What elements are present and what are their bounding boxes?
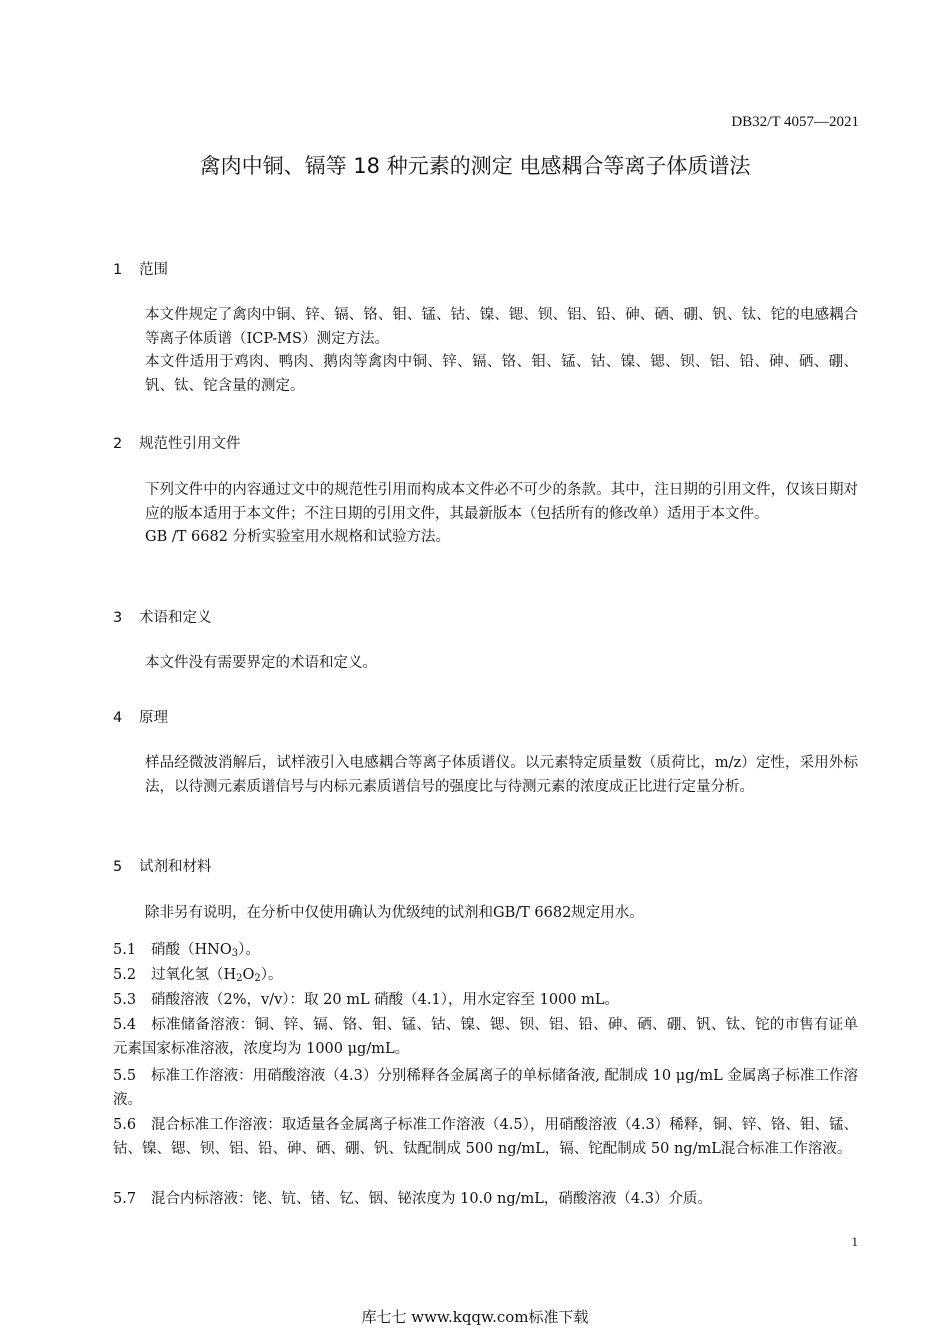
paragraph: 本文件规定了禽肉中铜、锌、镉、铬、钼、锰、钴、镍、锶、钡、铝、铅、砷、硒、硼、钒、钛、铊的电感耦合等离子体质谱（ICP-MS）测定方法。 xyxy=(145,307,858,347)
section-number: 5 xyxy=(113,859,123,875)
item-5-2 xyxy=(113,964,858,991)
item-text: 硝酸（HNO xyxy=(151,942,232,958)
subscript: 2 xyxy=(254,973,261,984)
item-text: ）。 xyxy=(238,942,260,958)
item-number: 5.2 xyxy=(113,967,137,983)
paragraph: 样品经微波消解后，试样液引入电感耦合等离子体质谱仪。以元素特定质量数（质荷比，m/z）定性，采用外标法，以待测元素质谱信号与内标元素质谱信号的强度比与待测元素的浓度成正比进行定量分析。 xyxy=(145,755,858,795)
footer-watermark: 库七七 www.kqqw.com标准下载 xyxy=(361,1308,589,1326)
section-number: 1 xyxy=(113,262,123,278)
section-title: 原理 xyxy=(139,710,168,726)
item-text: O xyxy=(242,967,255,983)
item-number: 5.7 xyxy=(113,1191,137,1207)
section-heading-1 xyxy=(113,258,168,279)
item-text: 标准工作溶液：用硝酸溶液（4.3）分别稀释各金属离子的单标储备液, 配制成 10 μg/mL 金属离子标准工作溶液。 xyxy=(113,1068,858,1108)
section-title: 术语和定义 xyxy=(139,610,212,626)
section-heading-2 xyxy=(113,432,241,453)
section-number: 4 xyxy=(113,710,123,726)
item-number: 5.1 xyxy=(113,942,137,958)
document-number: DB32/T 4057—2021 xyxy=(731,114,859,130)
item-5-5 xyxy=(113,1065,858,1112)
subscript: 3 xyxy=(231,948,239,959)
section-title: 规范性引用文件 xyxy=(139,436,241,452)
section-5-body xyxy=(113,902,858,926)
item-number: 5.4 xyxy=(113,1017,137,1033)
item-5-4 xyxy=(113,1014,858,1061)
subscript: 2 xyxy=(236,973,243,984)
section-title: 试剂和材料 xyxy=(139,859,212,875)
section-heading-4 xyxy=(113,706,168,727)
paragraph: 本文件适用于鸡肉、鸭肉、鹅肉等禽肉中铜、锌、镉、铬、钼、锰、钴、镍、锶、钡、铝、铅、砷、硒、硼、钒、钛、铊含量的测定。 xyxy=(145,354,858,394)
item-5-3 xyxy=(113,989,858,1013)
item-number: 5.3 xyxy=(113,992,137,1008)
item-5-1 xyxy=(113,939,858,966)
paragraph: 下列文件中的内容通过文中的规范性引用而构成本文件必不可少的条款。其中，注日期的引用文件，仅该日期对应的版本适用于本文件；不注日期的引用文件，其最新版本（包括所有的修改单）适用于本文件。 xyxy=(145,482,858,522)
item-text: 过氧化氢（H xyxy=(151,967,237,983)
section-number: 3 xyxy=(113,610,123,626)
item-5-7 xyxy=(113,1188,858,1212)
item-text: 硝酸溶液（2%，v/v）：取 20 mL 硝酸（4.1），用水定容至 1000 mL。 xyxy=(151,992,619,1008)
item-number: 5.5 xyxy=(113,1068,137,1084)
item-text: ）。 xyxy=(260,967,283,983)
paragraph: GB /T 6682 分析实验室用水规格和试验方法。 xyxy=(145,529,451,545)
page-number: 1 xyxy=(851,1234,858,1249)
item-5-6 xyxy=(113,1114,858,1161)
page-title: 禽肉中铜、镉等 18 种元素的测定 电感耦合等离子体质谱法 xyxy=(199,154,751,178)
section-1-body xyxy=(113,304,858,398)
item-number: 5.6 xyxy=(113,1117,137,1133)
paragraph: 除非另有说明，在分析中仅使用确认为优级纯的试剂和GB/T 6682规定用水。 xyxy=(145,905,644,921)
item-text: 标准储备溶液：铜、锌、镉、铬、钼、锰、钴、镍、锶、钡、铝、铅、砷、硒、硼、钒、钛、铊的市售有证单元素国家标准溶液，浓度均为 1000 μg/mL。 xyxy=(113,1017,858,1057)
section-title: 范围 xyxy=(139,262,168,278)
section-heading-3 xyxy=(113,606,212,627)
section-heading-5 xyxy=(113,855,212,876)
paragraph: 本文件没有需要界定的术语和定义。 xyxy=(145,655,377,671)
section-2-body xyxy=(113,479,858,550)
item-text: 混合内标溶液：铑、钪、锗、钇、铟、铋浓度为 10.0 ng/mL，硝酸溶液（4.3）介质。 xyxy=(151,1191,712,1207)
item-text: 混合标准工作溶液：取适量各金属离子标准工作溶液（4.5），用硝酸溶液（4.3）稀释，铜、锌、铬、钼、锰、钴、镍、锶、钡、铝、铅、砷、硒、硼、钒、钛配制成 500 ng/mL，镉、铊配制成 50 ng/mL混合标准工作溶液。 xyxy=(113,1117,858,1157)
section-3-body xyxy=(113,652,858,676)
section-4-body xyxy=(113,752,858,799)
section-number: 2 xyxy=(113,436,123,452)
